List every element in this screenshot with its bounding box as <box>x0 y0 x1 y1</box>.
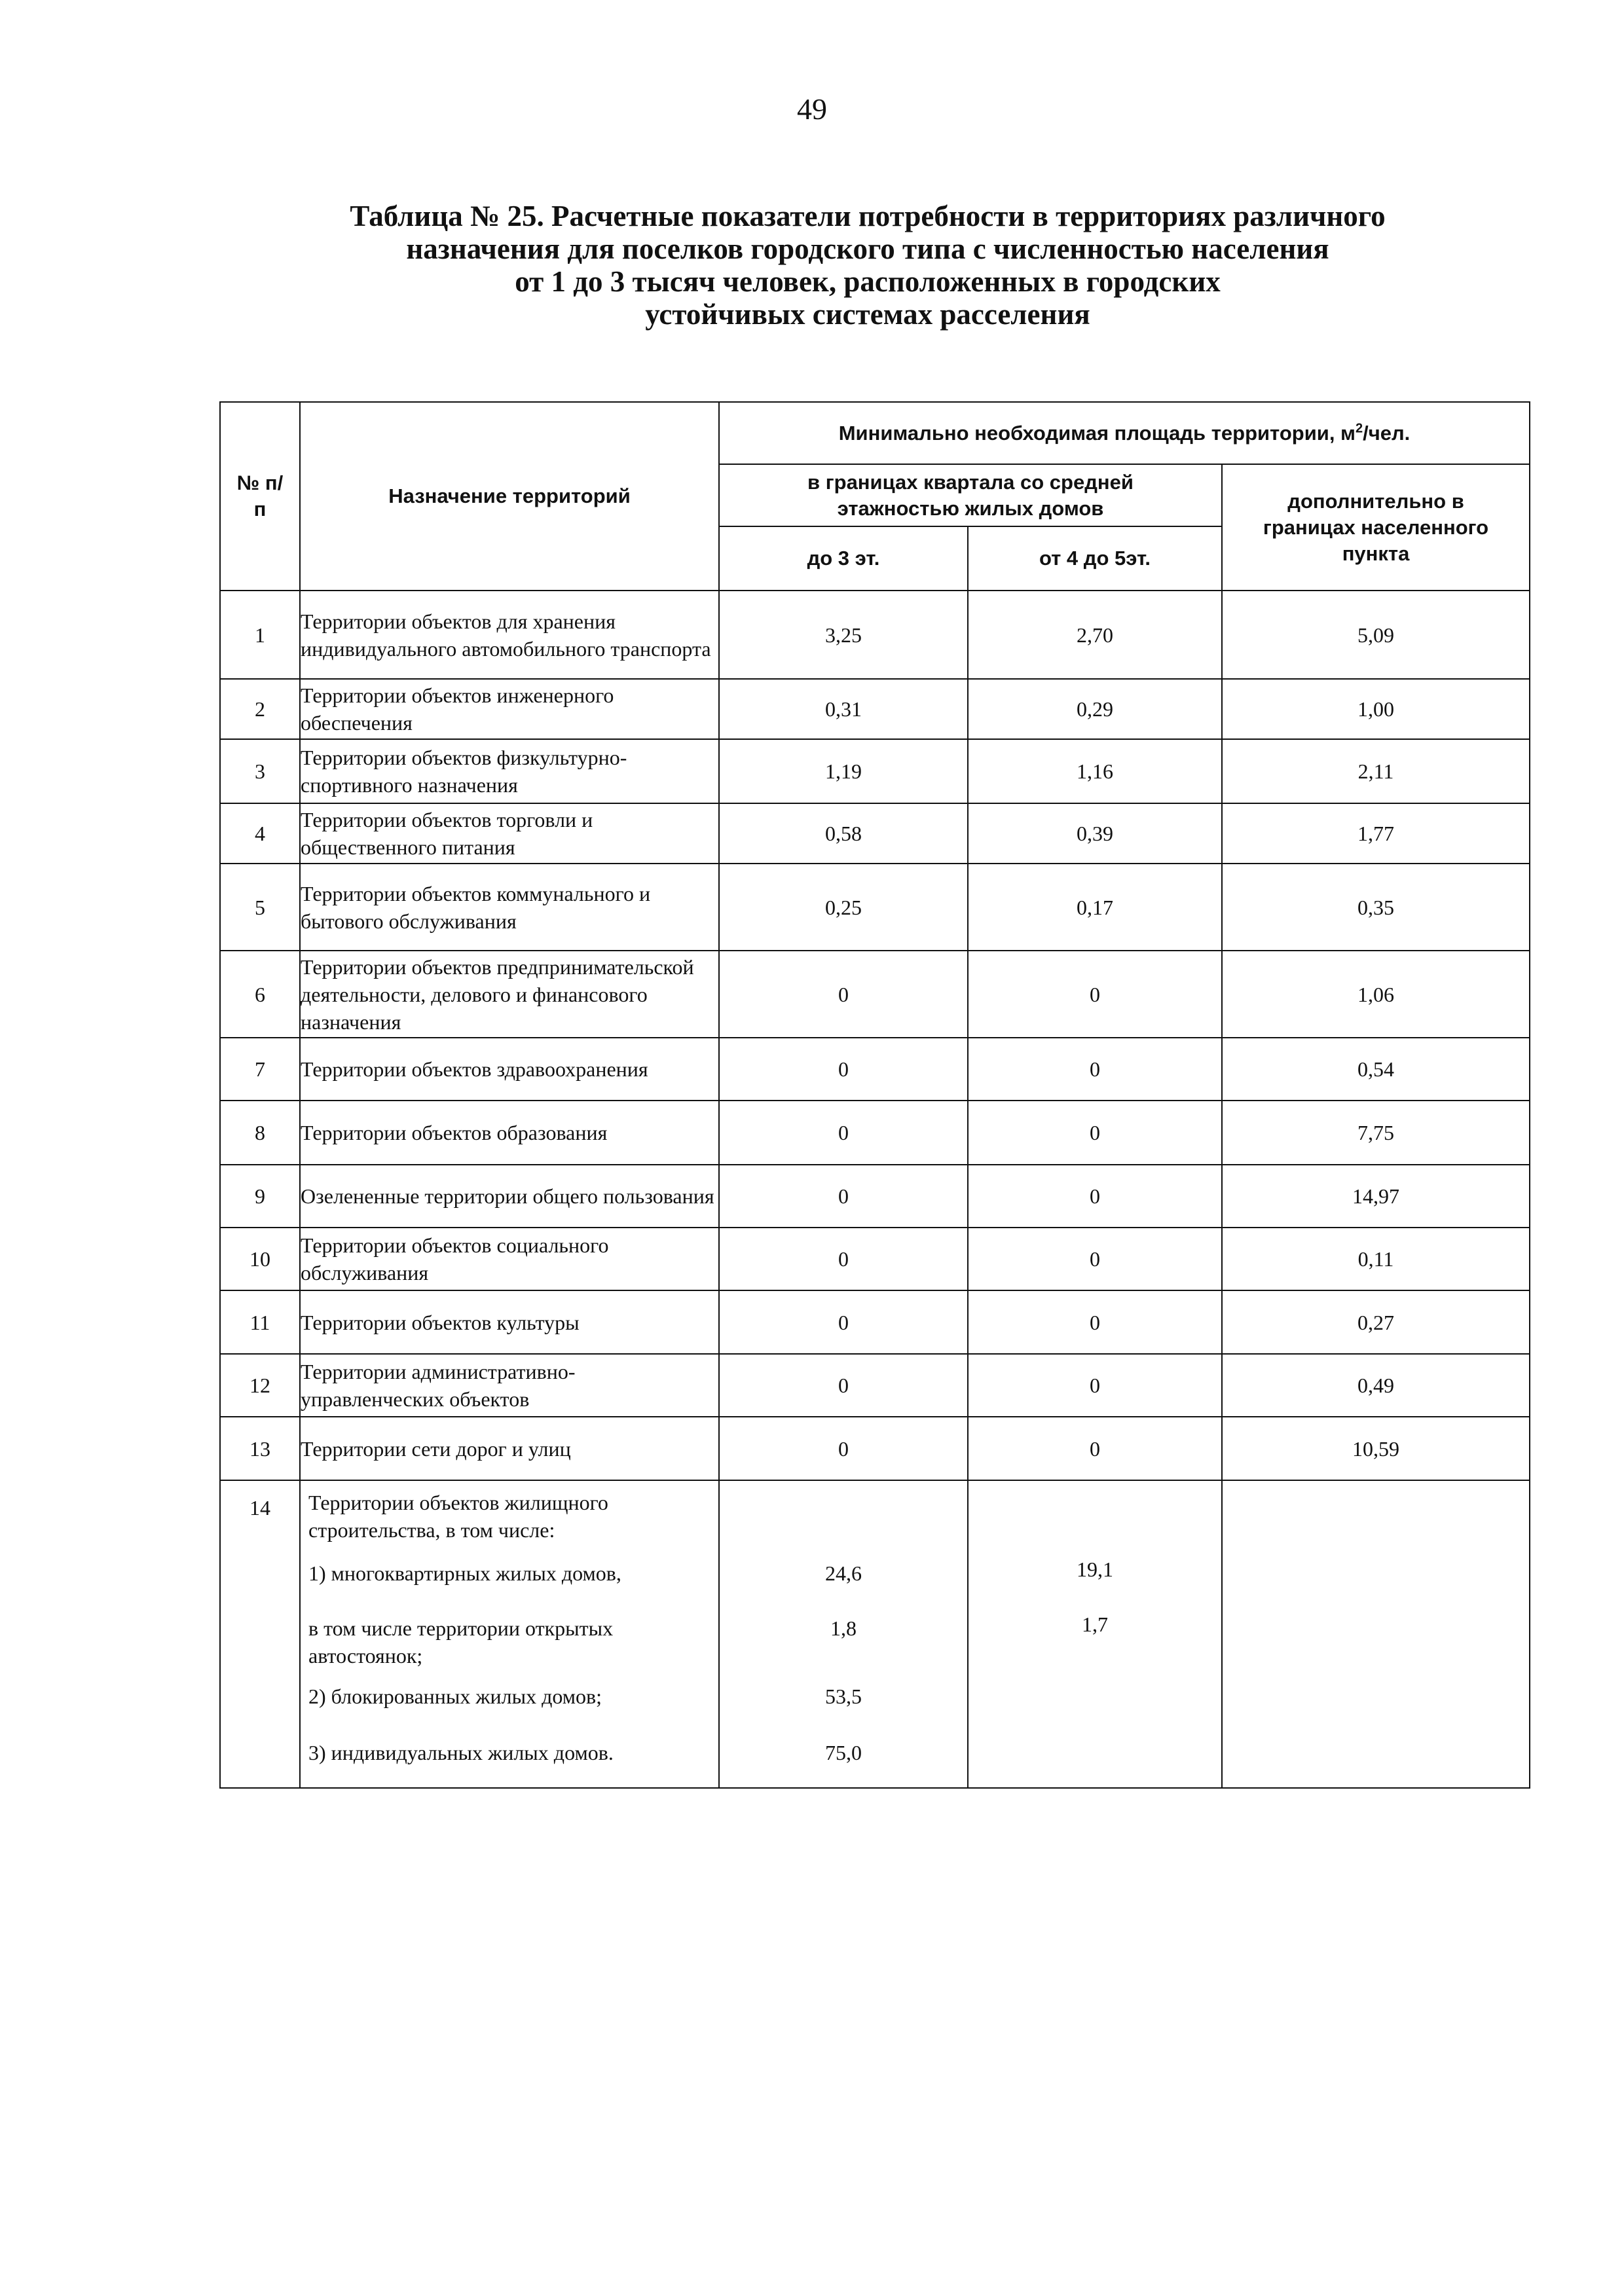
title-line: устойчивых системах расселения <box>645 298 1090 331</box>
housing-intro: Территории объектов жилищного строительства, в том числе: <box>308 1491 608 1542</box>
row-number: 6 <box>220 951 300 1038</box>
table-row <box>220 1354 1530 1417</box>
table-row <box>220 803 1530 864</box>
row-value-4-to-5: 2,70 <box>968 591 1222 679</box>
table-row <box>220 1290 1530 1354</box>
housing-item-apartments: 1) многоквартирных жилых домов, <box>308 1561 621 1585</box>
housing-item-parking: в том числе территории открытых автостоянок; <box>308 1616 614 1667</box>
header-up-to-3: до 3 эт. <box>719 526 968 591</box>
row-number: 10 <box>220 1228 300 1290</box>
row-value-4-to-5: 0,39 <box>968 803 1222 864</box>
row-value-extra: 1,06 <box>1222 951 1530 1038</box>
housing-value: 53,5 <box>825 1685 862 1708</box>
table-row <box>220 951 1530 1038</box>
row-number: 12 <box>220 1354 300 1417</box>
requirements-table <box>219 401 1530 1789</box>
row-value-4-to-5: 0 <box>968 1290 1222 1354</box>
row-purpose: Территории административно-управленческих объектов <box>300 1354 719 1417</box>
row-number: 7 <box>220 1038 300 1101</box>
row-value-extra: 7,75 <box>1222 1101 1530 1165</box>
row-value-extra: 0,11 <box>1222 1228 1530 1290</box>
row-value-up-to-3: 0 <box>719 1354 968 1417</box>
housing-item-blocked: 2) блокированных жилых домов; <box>308 1685 602 1708</box>
row-value-4-to-5: 0 <box>968 1354 1222 1417</box>
row-purpose: Территории сети дорог и улиц <box>300 1417 719 1480</box>
row-number: 4 <box>220 803 300 864</box>
header-min-area-sup: 2 <box>1355 421 1363 436</box>
row-purpose: Территории объектов инженерного обеспечения <box>300 679 719 739</box>
header-extra: дополнительно в границах населенного пункта <box>1222 464 1530 591</box>
table-row <box>220 1165 1530 1228</box>
row-value-extra: 5,09 <box>1222 591 1530 679</box>
row-purpose: Территории объектов для хранения индивидуального автомобильного транспорта <box>300 591 719 679</box>
row-value-4-to-5: 1,16 <box>968 739 1222 803</box>
row-value-up-to-3: 0 <box>719 1228 968 1290</box>
housing-value: 1,8 <box>830 1616 857 1640</box>
row-number: 5 <box>220 864 300 951</box>
row-value-up-to-3: 0,31 <box>719 679 968 739</box>
row-value-4-to-5: 0 <box>968 1228 1222 1290</box>
table-row <box>220 864 1530 951</box>
title-line: от 1 до 3 тысяч человек, расположенных в городских <box>515 265 1221 298</box>
row-value-4-to-5: 0 <box>968 1165 1222 1228</box>
row-number: 13 <box>220 1417 300 1480</box>
header-min-area <box>719 402 1530 464</box>
title-line: назначения для поселков городского типа с численностью населения <box>406 232 1329 265</box>
table-title <box>216 200 1519 331</box>
row-value-4-to-5: 0,17 <box>968 864 1222 951</box>
row-purpose-housing <box>300 1480 719 1788</box>
table-row <box>220 739 1530 803</box>
row-value-4-to-5: 0 <box>968 1101 1222 1165</box>
table-body <box>220 591 1530 1788</box>
header-quarter: в границах квартала со средней этажностью жилых домов <box>719 464 1222 526</box>
row-number: 2 <box>220 679 300 739</box>
table-row <box>220 1101 1530 1165</box>
row-value-extra: 0,27 <box>1222 1290 1530 1354</box>
row-value-extra: 0,54 <box>1222 1038 1530 1101</box>
row-value-up-to-3: 0,25 <box>719 864 968 951</box>
row-purpose: Территории объектов здравоохранения <box>300 1038 719 1101</box>
row-number: 14 <box>220 1480 300 1788</box>
row-value-up-to-3: 0 <box>719 1417 968 1480</box>
row-purpose: Территории объектов физкультурно-спортивного назначения <box>300 739 719 803</box>
header-number: № п/п <box>220 402 300 591</box>
housing-values-up-to-3 <box>719 1480 968 1788</box>
housing-value: 1,7 <box>1082 1613 1108 1636</box>
title-line: Таблица № 25. Расчетные показатели потребности в территориях различного <box>350 200 1386 232</box>
row-purpose: Территории объектов коммунального и бытового обслуживания <box>300 864 719 951</box>
row-value-extra: 1,77 <box>1222 803 1530 864</box>
header-min-area-suffix: /чел. <box>1363 421 1411 445</box>
row-purpose: Территории объектов культуры <box>300 1290 719 1354</box>
housing-value: 75,0 <box>825 1741 862 1764</box>
row-purpose: Территории объектов торговли и общественного питания <box>300 803 719 864</box>
row-value-up-to-3: 0 <box>719 951 968 1038</box>
row-value-up-to-3: 0 <box>719 1038 968 1101</box>
row-purpose: Территории объектов предпринимательской деятельности, делового и финансового назначения <box>300 951 719 1038</box>
row-value-4-to-5: 0 <box>968 951 1222 1038</box>
row-purpose: Озелененные территории общего пользования <box>300 1165 719 1228</box>
table-row <box>220 1417 1530 1480</box>
header-purpose: Назначение территорий <box>300 402 719 591</box>
row-value-up-to-3: 0 <box>719 1101 968 1165</box>
table-row <box>220 1038 1530 1101</box>
page-number: 49 <box>797 92 827 126</box>
housing-value: 24,6 <box>825 1561 862 1585</box>
header-min-area-text: Минимально необходимая площадь территории, м <box>838 421 1356 445</box>
housing-item-individual: 3) индивидуальных жилых домов. <box>308 1741 614 1764</box>
row-purpose: Территории объектов образования <box>300 1101 719 1165</box>
row-purpose: Территории объектов социального обслуживания <box>300 1228 719 1290</box>
row-number: 1 <box>220 591 300 679</box>
row-value-up-to-3: 1,19 <box>719 739 968 803</box>
row-value-up-to-3: 0 <box>719 1165 968 1228</box>
row-number: 9 <box>220 1165 300 1228</box>
row-value-up-to-3: 0,58 <box>719 803 968 864</box>
table-header <box>220 402 1530 591</box>
row-value-extra: 0,35 <box>1222 864 1530 951</box>
row-number: 3 <box>220 739 300 803</box>
row-number: 8 <box>220 1101 300 1165</box>
row-value-up-to-3: 3,25 <box>719 591 968 679</box>
row-value-4-to-5: 0 <box>968 1038 1222 1101</box>
housing-values-extra <box>1222 1480 1530 1788</box>
table-row <box>220 679 1530 739</box>
row-value-4-to-5: 0 <box>968 1417 1222 1480</box>
housing-values-4-to-5 <box>968 1480 1222 1788</box>
row-value-extra: 10,59 <box>1222 1417 1530 1480</box>
table-row-housing <box>220 1480 1530 1788</box>
row-number: 11 <box>220 1290 300 1354</box>
housing-value: 19,1 <box>1077 1558 1113 1581</box>
row-value-extra: 14,97 <box>1222 1165 1530 1228</box>
row-value-up-to-3: 0 <box>719 1290 968 1354</box>
header-4-to-5: от 4 до 5эт. <box>968 526 1222 591</box>
row-value-extra: 0,49 <box>1222 1354 1530 1417</box>
table-row <box>220 591 1530 679</box>
row-value-4-to-5: 0,29 <box>968 679 1222 739</box>
table-row <box>220 1228 1530 1290</box>
row-value-extra: 2,11 <box>1222 739 1530 803</box>
row-value-extra: 1,00 <box>1222 679 1530 739</box>
